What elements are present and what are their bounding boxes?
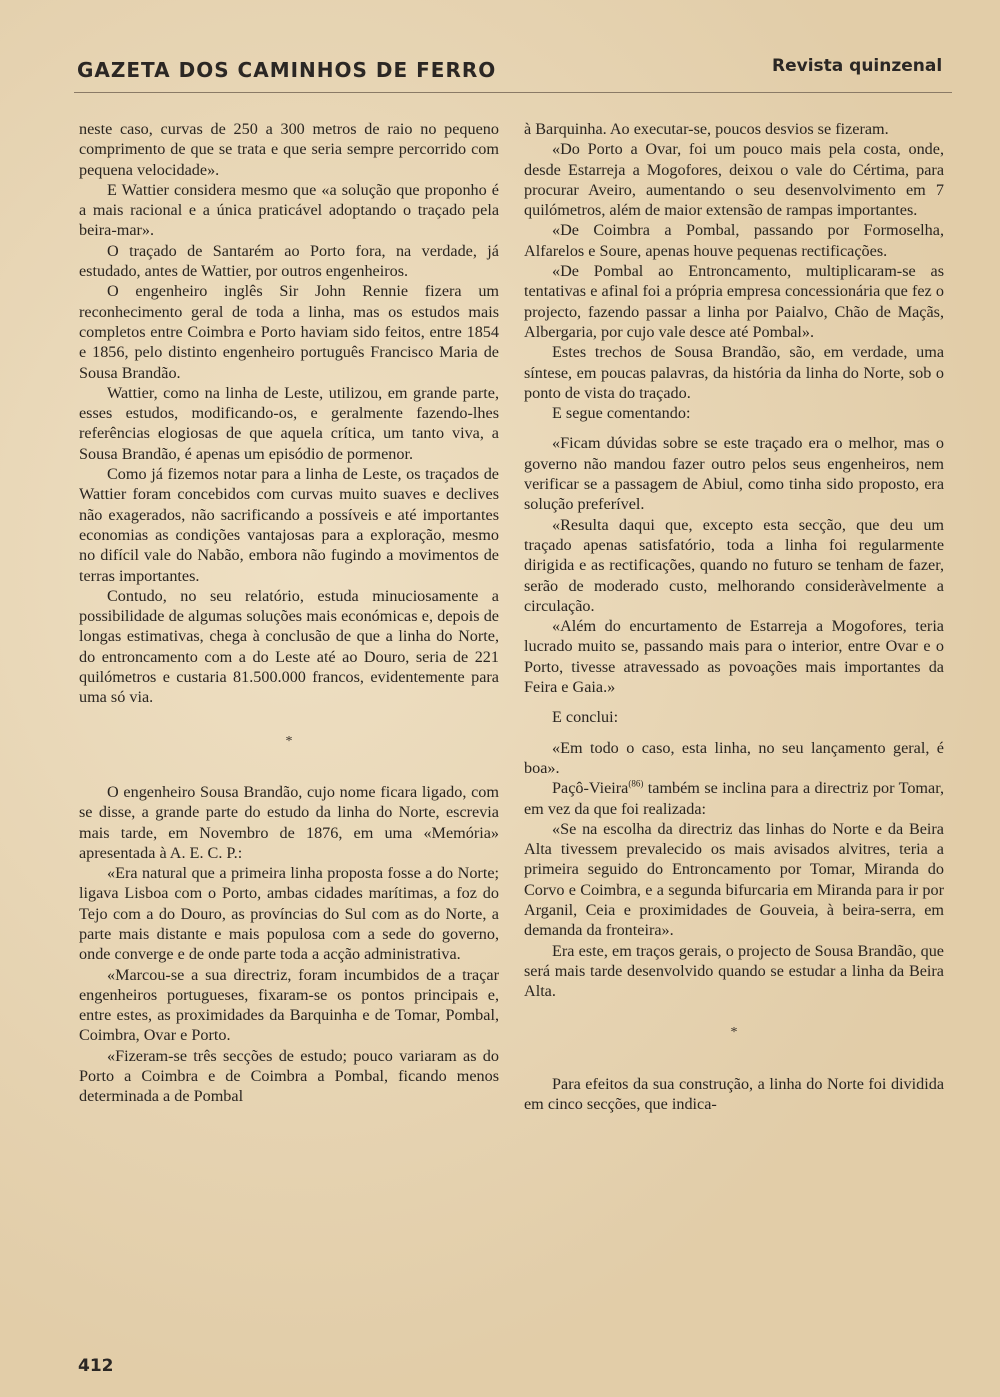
paragraph: Como já fizemos notar para a linha de Leste, os traçados de Wattier foram concebidos com curvas muito suaves e declives não exagerados, não sacrificando a possíveis e até importantes economias as condições vantajosas para a exploração, mesmo no difícil vale do Nabão, embora não fugindo a movimentos de terras importantes. <box>79 465 499 585</box>
quote-paragraph: «Era natural que a primeira linha proposta fosse a do Norte; ligava Lisboa com o Porto, ambas cidades marítimas, a foz do Tejo com a do Douro, as províncias do Sul com as do Norte, a parte mais distante e mais populosa com a sede do governo, onde converge e de onde parte toda a acção administrativa. <box>79 864 499 964</box>
paragraph: Contudo, no seu relatório, estuda minuciosamente a possibilidade de algumas soluções mais económicas e, depois de longas estimativas, chega à conclusão de que a linha do Norte, do entroncamento com a do Leste até ao Douro, seria de 221 quilómetros e custaria 81.500.000 francos, evidentemente para uma só via. <box>79 586 499 707</box>
quote-paragraph: «De Pombal ao Entroncamento, multiplicaram-se as tentativas e afinal foi a própria empresa concessionária que fez o projecto, fazendo passar a linha por Paialvo, Chão de Maçãs, Albergaria, por cujo vale desce até Pombal». <box>524 262 944 341</box>
section-separator: * <box>285 733 293 749</box>
paragraph: O engenheiro Sousa Brandão, cujo nome ficara ligado, com se disse, a grande parte do estudo da linha do Norte, escrevia mais tarde, em Novembro de 1876, em uma «Memória» apresentada à A. E. C. P.: <box>79 782 499 862</box>
paragraph: E conclui: <box>552 708 619 727</box>
paragraph: à Barquinha. Ao executar-se, poucos desvios se fizeram. <box>524 120 889 138</box>
paragraph: Estes trechos de Sousa Brandão, são, em verdade, uma síntese, em poucas palavras, da história da linha do Norte, sob o ponto de vista do traçado. <box>524 343 944 402</box>
paragraph <box>524 778 944 819</box>
paragraph: neste caso, curvas de 250 a 300 metros de raio no pequeno comprimento de que se trata e que seria sempre percorrido com pequena velocidade». <box>79 120 499 179</box>
quote-paragraph: «Do Porto a Ovar, foi um pouco mais pela costa, onde, desde Estarreja a Mogofores, deixou o vale do Cértima, para procurar Aveiro, aumentando o seu desenvolvimento em 7 quilómetros, além de maior extensão de rampas importantes. <box>524 140 944 220</box>
paragraph-text: também se inclina para a directriz por Tomar, em vez da que foi realizada: <box>524 779 944 818</box>
quote-paragraph: «Se na escolha da directriz das linhas do Norte e da Beira Alta tivessem prevalecido os mais avisados alvitres, teria a primeira seguido do Entroncamento por Tomar, Miranda do Corvo e Coimbra, e a segunda bifurcaria em Miranda para ir por Arganil, Ceia e proximidades de Gouveia, à beira-serra, em demanda da fronteira». <box>524 819 944 940</box>
paragraph: O engenheiro inglês Sir John Rennie fizera um reconhecimento geral de toda a linha, mas os estudos mais completos entre Coimbra e Porto haviam sido feitos, entre 1854 e 1856, pelo distinto engenheiro português Francisco Maria de Sousa Brandão. <box>79 282 499 382</box>
page-number: 412 <box>78 1356 114 1376</box>
paragraph: O traçado de Santarém ao Porto fora, na verdade, já estudado, antes de Wattier, por outros engenheiros. <box>79 241 499 281</box>
quote-paragraph: «Resulta daqui que, excepto esta secção, que deu um traçado apenas satisfatório, toda a linha foi regularmente dirigida e as rectificações, quando no futuro se tenham de fazer, serão de moderado custo, melhorando consideràvelmente a circulação. <box>524 515 944 615</box>
quote-paragraph: «Marcou-se a sua directriz, foram incumbidos de a traçar engenheiros portugueses, fixaram-se os pontos principais e, entre estes, as proximidades da Barquinha e de Tomar, Pombal, Coimbra, Ovar e Porto. <box>79 965 499 1045</box>
footnote-ref: (86) <box>628 778 644 789</box>
quote-paragraph: «Em todo o caso, esta linha, no seu lançamento geral, é boa». <box>524 738 944 777</box>
quote-paragraph: «Além do encurtamento de Estarreja a Mogofores, teria lucrado muito se, passando mais para o interior, entre Ovar e o Porto, tivesse atravessado as povoações mais importantes da Feira e Gaia.» <box>524 617 944 697</box>
page-header <box>0 0 1000 100</box>
left-column <box>79 119 499 1107</box>
section-separator: * <box>730 1025 738 1041</box>
header-rule <box>74 92 952 93</box>
issue-label: Revista quinzenal <box>772 56 943 76</box>
paragraph: E segue comentando: <box>552 404 691 423</box>
right-column <box>524 119 944 1114</box>
paragraph: E Wattier considera mesmo que «a solução que proponho é a mais racional e a única praticável adoptando o traçado pela beira-mar». <box>79 180 499 240</box>
paragraph: Wattier, como na linha de Leste, utilizou, em grande parte, esses estudos, modificando-os, e geralmente fazendo-lhes referências elogiosas de que aquela crítica, um tanto viva, a Sousa Brandão, é apenas um episódio de pormenor. <box>79 383 499 463</box>
quote-paragraph: «Fizeram-se três secções de estudo; pouco variaram as do Porto a Coimbra e de Coimbra a Pombal, ficando menos determinada a de Pombal <box>79 1046 499 1106</box>
author-name: Paçô-Vieira <box>552 779 629 798</box>
quote-paragraph: «Ficam dúvidas sobre se este traçado era o melhor, mas o governo não mandou fazer outro pelos seus engenheiros, nem verificar se a passagem de Abiul, como tinha sido proposto, era solução preferível. <box>524 434 944 514</box>
paragraph: Para efeitos da sua construção, a linha do Norte foi dividida em cinco secções, que indica- <box>524 1074 944 1114</box>
paragraph: Era este, em traços gerais, o projecto de Sousa Brandão, que será mais tarde desenvolvido quando se estudar a linha da Beira Alta. <box>524 941 944 1001</box>
journal-title: GAZETA DOS CAMINHOS DE FERRO <box>77 58 497 82</box>
quote-paragraph: «De Coimbra a Pombal, passando por Formoselha, Alfarelos e Soure, apenas houve pequenas rectificações. <box>524 221 944 260</box>
